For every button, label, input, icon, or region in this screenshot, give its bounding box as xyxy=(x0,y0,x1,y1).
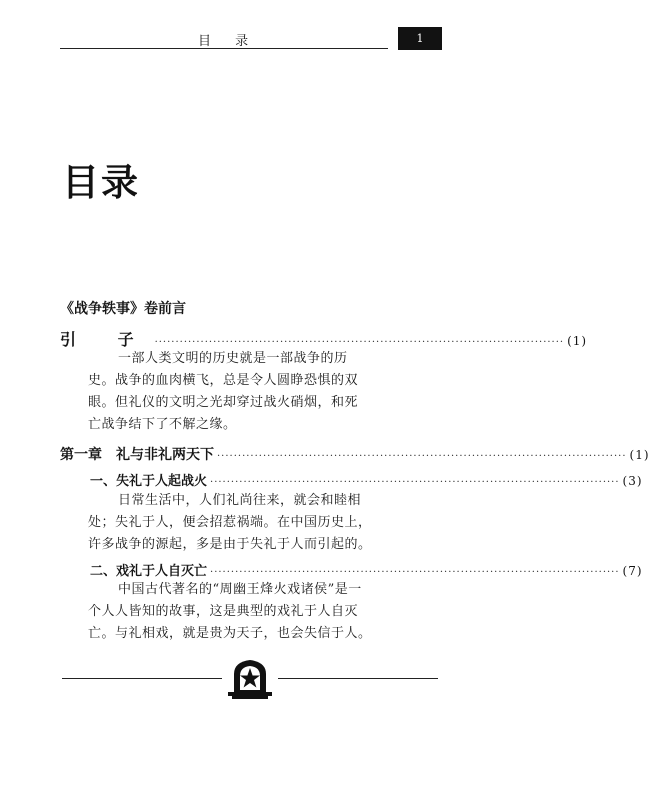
section-1-paragraph xyxy=(88,490,444,556)
footer-rule-right xyxy=(278,678,438,679)
paragraph-line: 亡。与礼相戏，就是贵为天子，也会失信于人。 xyxy=(88,626,372,641)
series-preface-title: 《战争轶事》卷前言 xyxy=(60,301,186,317)
toc-leader-dots: ·································································································· xyxy=(210,567,620,578)
toc-entry-section-2[interactable] xyxy=(90,560,643,579)
toc-entry-section-1[interactable] xyxy=(90,470,643,489)
toc-page-number: (1) xyxy=(629,448,650,462)
page-number-tab: 1 xyxy=(398,27,442,50)
paragraph-line: 个人人皆知的故事，这是典型的戏礼于人自灭 xyxy=(88,604,359,619)
intro-paragraph xyxy=(88,348,444,436)
toc-entry-label: 二、戏礼于人自灭亡 xyxy=(90,564,208,579)
toc-leader-dots: ·································································································· xyxy=(210,477,620,488)
paragraph-line: 一部人类文明的历史就是一部战争的历 xyxy=(118,351,348,366)
toc-page-number: (7) xyxy=(622,564,643,578)
toc-entry-label: 引 子 xyxy=(60,330,152,349)
toc-entry-label: 一、失礼于人起战火 xyxy=(90,474,208,489)
star-emblem-icon xyxy=(226,656,274,700)
toc-entry-label: 第一章 礼与非礼两天下 xyxy=(60,447,214,463)
header-rule xyxy=(60,48,388,49)
paragraph-line: 中国古代著名的“周幽王烽火戏诸侯”是一 xyxy=(118,582,362,597)
paragraph-line: 许多战争的源起，多是由于失礼于人而引起的。 xyxy=(88,537,372,552)
footer-rule-left xyxy=(62,678,222,679)
paragraph-line: 眼。但礼仪的文明之光却穿过战火硝烟，和死 xyxy=(88,395,359,410)
paragraph-line: 日常生活中，人们礼尚往来，就会和睦相 xyxy=(118,493,362,508)
toc-leader-dots: ·································································································· xyxy=(154,337,565,348)
toc-leader-dots: ·································································································· xyxy=(217,451,627,462)
toc-page-number: (1) xyxy=(567,334,588,348)
toc-page-number: (3) xyxy=(622,474,643,488)
paragraph-line: 处；失礼于人，便会招惹祸端。在中国历史上， xyxy=(88,515,372,530)
section-2-paragraph xyxy=(88,579,444,645)
toc-entry-chapter-1[interactable] xyxy=(60,444,650,464)
page-title: 目录 xyxy=(62,161,140,204)
paragraph-line: 史。战争的血肉横飞，总是令人圆睁恐惧的双 xyxy=(88,373,359,388)
toc-entry-intro[interactable] xyxy=(60,327,588,350)
running-header-title: 目 录 xyxy=(198,34,259,49)
paragraph-line: 亡战争结下了不解之缘。 xyxy=(88,417,237,432)
